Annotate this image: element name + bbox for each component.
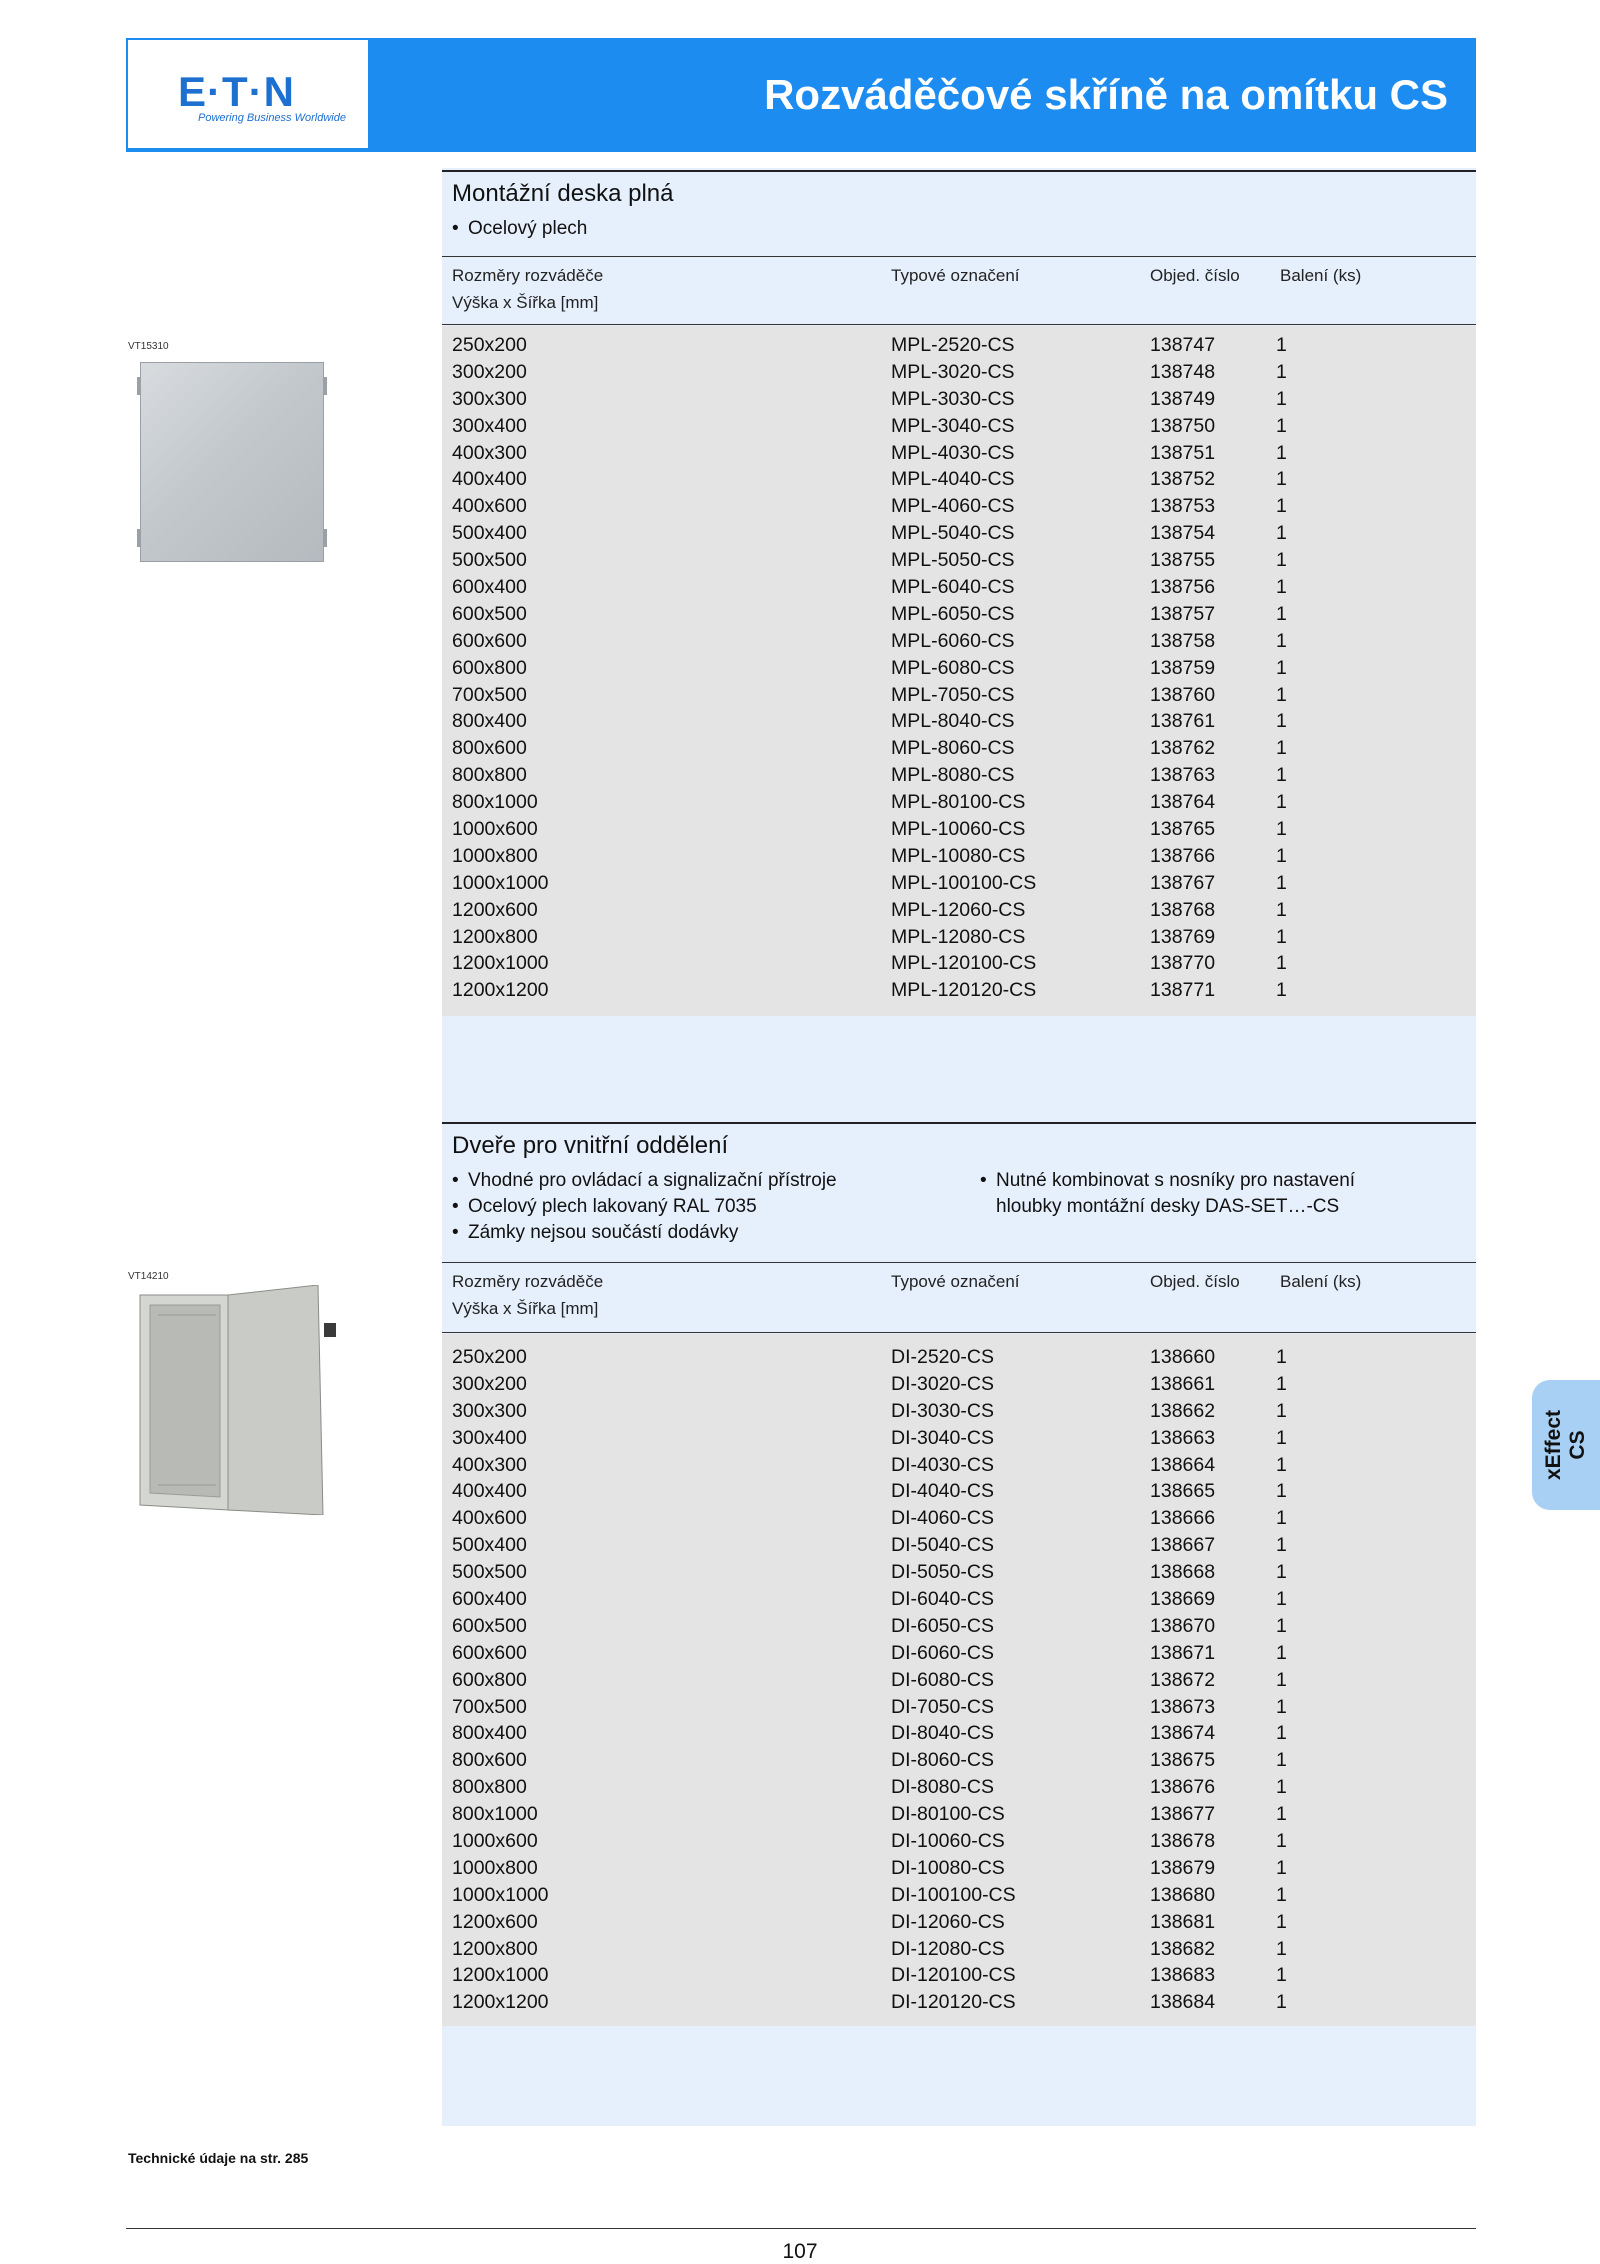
- table-row: [452, 334, 1476, 361]
- cell-type: MPL-12060-CS: [891, 898, 1026, 921]
- col-header-order: Objed. číslo: [1150, 266, 1240, 285]
- cell-type: DI-4040-CS: [891, 1480, 994, 1503]
- cell-order-number: 138667: [1150, 1534, 1216, 1557]
- table-row: [452, 1696, 1476, 1723]
- table-row: [452, 1669, 1476, 1696]
- col-header-dims: Rozměry rozváděče: [452, 266, 604, 285]
- cell-dimensions: 1000x1000: [452, 871, 549, 894]
- table-row: [452, 1991, 1476, 2018]
- table-row: [452, 1561, 1476, 1588]
- cell-order-number: 138752: [1150, 468, 1216, 491]
- cell-type: DI-8060-CS: [891, 1749, 994, 1772]
- cell-dimensions: 1000x1000: [452, 1883, 549, 1906]
- cell-pack: 1: [1276, 1776, 1287, 1799]
- table-row: [452, 1857, 1476, 1884]
- cell-order-number: 138679: [1150, 1856, 1216, 1879]
- cell-type: MPL-5040-CS: [891, 522, 1015, 545]
- cell-type: DI-120120-CS: [891, 1991, 1016, 2014]
- table-header-rule: [442, 1262, 1476, 1263]
- cell-dimensions: 1200x1000: [452, 1964, 549, 1987]
- cell-dimensions: 250x200: [452, 334, 527, 356]
- cell-pack: 1: [1276, 495, 1287, 518]
- cell-dimensions: 300x200: [452, 1372, 527, 1395]
- table-row: [452, 1722, 1476, 1749]
- table-row: [452, 1830, 1476, 1857]
- table-row: [452, 657, 1476, 684]
- table-row: [452, 1749, 1476, 1776]
- cell-pack: 1: [1276, 387, 1287, 410]
- cell-order-number: 138672: [1150, 1668, 1216, 1691]
- table-row: [452, 818, 1476, 845]
- cell-dimensions: 500x500: [452, 549, 527, 572]
- cell-dimensions: 500x400: [452, 1534, 527, 1557]
- cell-type: DI-7050-CS: [891, 1695, 994, 1718]
- cell-order-number: 138754: [1150, 522, 1216, 545]
- cell-dimensions: 800x800: [452, 1776, 527, 1799]
- cell-type: MPL-100100-CS: [891, 871, 1037, 894]
- cell-order-number: 138769: [1150, 925, 1216, 948]
- table-row: [452, 442, 1476, 469]
- cell-order-number: 138747: [1150, 334, 1216, 356]
- section1-title: Montážní deska plná: [452, 180, 674, 207]
- section2-bullet: • Ocelový plech lakovaný RAL 7035: [452, 1196, 757, 1217]
- cell-pack: 1: [1276, 1534, 1287, 1557]
- cell-type: MPL-3020-CS: [891, 360, 1015, 383]
- cell-pack: 1: [1276, 1614, 1287, 1637]
- section-divider: [442, 1122, 1476, 1124]
- cell-pack: 1: [1276, 871, 1287, 894]
- cell-order-number: 138676: [1150, 1776, 1216, 1799]
- table-row: [452, 1373, 1476, 1400]
- cell-dimensions: 1000x600: [452, 818, 538, 841]
- cell-pack: 1: [1276, 1668, 1287, 1691]
- cell-type: MPL-4040-CS: [891, 468, 1015, 491]
- cell-type: MPL-6080-CS: [891, 656, 1015, 679]
- cell-dimensions: 400x400: [452, 1480, 527, 1503]
- table-row: [452, 1454, 1476, 1481]
- cell-order-number: 138664: [1150, 1453, 1216, 1476]
- table-row: [452, 1588, 1476, 1615]
- cell-pack: 1: [1276, 1856, 1287, 1879]
- cell-type: MPL-3030-CS: [891, 387, 1015, 410]
- cell-dimensions: 400x600: [452, 1507, 527, 1530]
- cell-dimensions: 700x500: [452, 683, 527, 706]
- cell-order-number: 138763: [1150, 764, 1216, 787]
- cell-dimensions: 300x300: [452, 387, 527, 410]
- cell-order-number: 138758: [1150, 629, 1216, 652]
- cell-type: MPL-5050-CS: [891, 549, 1015, 572]
- table-row: [452, 603, 1476, 630]
- cell-pack: 1: [1276, 683, 1287, 706]
- table-row: [452, 468, 1476, 495]
- cell-pack: 1: [1276, 925, 1287, 948]
- table-row: [452, 495, 1476, 522]
- cell-type: MPL-6040-CS: [891, 576, 1015, 599]
- cell-pack: 1: [1276, 844, 1287, 867]
- cell-pack: 1: [1276, 522, 1287, 545]
- cell-dimensions: 800x400: [452, 1722, 527, 1745]
- col-header-pack: Balení (ks): [1280, 1272, 1362, 1291]
- table-row: [452, 576, 1476, 603]
- cell-pack: 1: [1276, 468, 1287, 491]
- cell-order-number: 138665: [1150, 1480, 1216, 1503]
- cell-dimensions: 600x500: [452, 1614, 527, 1637]
- cell-dimensions: 1000x800: [452, 1856, 538, 1879]
- cell-type: MPL-4060-CS: [891, 495, 1015, 518]
- cell-pack: 1: [1276, 1722, 1287, 1745]
- cell-type: DI-8040-CS: [891, 1722, 994, 1745]
- cell-type: DI-6060-CS: [891, 1641, 994, 1664]
- cell-pack: 1: [1276, 576, 1287, 599]
- cell-order-number: 138756: [1150, 576, 1216, 599]
- cell-pack: 1: [1276, 1399, 1287, 1422]
- table-row: [452, 1346, 1476, 1373]
- cell-order-number: 138749: [1150, 387, 1216, 410]
- cell-type: DI-5040-CS: [891, 1534, 994, 1557]
- footer-note: Technické údaje na str. 285: [128, 2150, 309, 2166]
- cell-pack: 1: [1276, 1480, 1287, 1503]
- cell-dimensions: 600x500: [452, 602, 527, 625]
- cell-order-number: 138759: [1150, 656, 1216, 679]
- cell-pack: 1: [1276, 334, 1287, 356]
- cell-type: DI-6040-CS: [891, 1588, 994, 1611]
- cell-order-number: 138760: [1150, 683, 1216, 706]
- table-row: [452, 522, 1476, 549]
- cell-type: MPL-2520-CS: [891, 334, 1015, 356]
- table-row: [452, 388, 1476, 415]
- cell-dimensions: 600x800: [452, 656, 527, 679]
- cell-order-number: 138684: [1150, 1991, 1216, 2014]
- eaton-logo: [126, 38, 370, 150]
- cell-order-number: 138675: [1150, 1749, 1216, 1772]
- mounting-plate-image: [140, 362, 324, 562]
- table-row: [452, 1938, 1476, 1965]
- cell-dimensions: 600x600: [452, 1641, 527, 1664]
- cell-type: MPL-10080-CS: [891, 844, 1026, 867]
- cell-pack: 1: [1276, 1830, 1287, 1853]
- table-row: [452, 1884, 1476, 1911]
- cell-order-number: 138671: [1150, 1641, 1216, 1664]
- cell-pack: 1: [1276, 898, 1287, 921]
- cell-dimensions: 800x800: [452, 764, 527, 787]
- cell-type: DI-5050-CS: [891, 1561, 994, 1584]
- cell-order-number: 138751: [1150, 441, 1216, 464]
- cell-dimensions: 400x300: [452, 1453, 527, 1476]
- logo-wordmark: E·T·N: [178, 68, 295, 115]
- cell-pack: 1: [1276, 818, 1287, 841]
- cell-pack: 1: [1276, 549, 1287, 572]
- section2-table: [452, 1346, 1476, 2018]
- cell-order-number: 138753: [1150, 495, 1216, 518]
- cell-pack: 1: [1276, 629, 1287, 652]
- cell-order-number: 138677: [1150, 1803, 1216, 1826]
- table-row: [452, 415, 1476, 442]
- table-row: [452, 630, 1476, 657]
- table-row: [452, 1642, 1476, 1669]
- cell-type: DI-120100-CS: [891, 1964, 1016, 1987]
- cell-dimensions: 300x300: [452, 1399, 527, 1422]
- section2-bullet: • Vhodné pro ovládací a signalizační přístroje: [452, 1170, 837, 1191]
- cell-dimensions: 250x200: [452, 1346, 527, 1368]
- cell-type: MPL-120120-CS: [891, 979, 1037, 1002]
- cell-pack: 1: [1276, 1507, 1287, 1530]
- cell-dimensions: 800x400: [452, 710, 527, 733]
- cell-order-number: 138755: [1150, 549, 1216, 572]
- cell-dimensions: 600x400: [452, 576, 527, 599]
- cell-order-number: 138750: [1150, 414, 1216, 437]
- cell-pack: 1: [1276, 441, 1287, 464]
- cell-order-number: 138757: [1150, 602, 1216, 625]
- section2-title: Dveře pro vnitřní oddělení: [452, 1132, 729, 1159]
- cell-type: MPL-8040-CS: [891, 710, 1015, 733]
- cell-type: DI-10060-CS: [891, 1830, 1005, 1853]
- cell-dimensions: 500x400: [452, 522, 527, 545]
- table-row: [452, 549, 1476, 576]
- cell-dimensions: 1200x1000: [452, 952, 549, 975]
- cell-order-number: 138768: [1150, 898, 1216, 921]
- cell-pack: 1: [1276, 737, 1287, 760]
- col-header-type: Typové označení: [891, 1272, 1020, 1291]
- cell-dimensions: 800x1000: [452, 1803, 538, 1826]
- cell-pack: 1: [1276, 1749, 1287, 1772]
- side-tab-label: xEffect CS: [1542, 1409, 1589, 1481]
- cell-dimensions: 300x200: [452, 360, 527, 383]
- cell-pack: 1: [1276, 602, 1287, 625]
- table-row: [452, 1776, 1476, 1803]
- cell-pack: 1: [1276, 1426, 1287, 1449]
- cell-pack: 1: [1276, 1803, 1287, 1826]
- section1-table: [452, 334, 1476, 1006]
- table-row: [452, 872, 1476, 899]
- table-row: [452, 1400, 1476, 1427]
- table-row: [452, 1964, 1476, 1991]
- cell-pack: 1: [1276, 1695, 1287, 1718]
- cell-pack: 1: [1276, 1346, 1287, 1368]
- cell-type: DI-3040-CS: [891, 1426, 994, 1449]
- cell-order-number: 138662: [1150, 1399, 1216, 1422]
- cell-order-number: 138682: [1150, 1937, 1216, 1960]
- cell-pack: 1: [1276, 360, 1287, 383]
- cell-dimensions: 600x800: [452, 1668, 527, 1691]
- table-row: [452, 1615, 1476, 1642]
- cell-pack: 1: [1276, 791, 1287, 814]
- page-number: 107: [782, 2240, 818, 2263]
- cell-type: MPL-3040-CS: [891, 414, 1015, 437]
- cell-type: DI-2520-CS: [891, 1346, 994, 1368]
- cell-pack: 1: [1276, 1453, 1287, 1476]
- cell-type: MPL-7050-CS: [891, 683, 1015, 706]
- cell-dimensions: 1200x1200: [452, 1991, 549, 2014]
- table-row: [452, 1803, 1476, 1830]
- table-row: [452, 926, 1476, 953]
- table-row: [452, 845, 1476, 872]
- cell-order-number: 138770: [1150, 952, 1216, 975]
- cell-type: DI-3030-CS: [891, 1399, 994, 1422]
- cell-type: MPL-120100-CS: [891, 952, 1037, 975]
- table-row: [452, 1480, 1476, 1507]
- cell-dimensions: 800x600: [452, 1749, 527, 1772]
- cell-dimensions: 600x400: [452, 1588, 527, 1611]
- table-row: [452, 710, 1476, 737]
- cell-order-number: 138764: [1150, 791, 1216, 814]
- col-header-type: Typové označení: [891, 266, 1020, 285]
- cell-dimensions: 400x600: [452, 495, 527, 518]
- col-header-dims-sub: Výška x Šířka [mm]: [452, 1299, 599, 1318]
- cell-dimensions: 1200x600: [452, 1910, 538, 1933]
- cell-type: MPL-12080-CS: [891, 925, 1026, 948]
- cell-order-number: 138670: [1150, 1614, 1216, 1637]
- col-header-pack: Balení (ks): [1280, 266, 1362, 285]
- cell-type: DI-80100-CS: [891, 1803, 1005, 1826]
- cell-type: DI-4030-CS: [891, 1453, 994, 1476]
- section1-bullet: • Ocelový plech: [452, 218, 588, 239]
- table-row: [452, 952, 1476, 979]
- cell-type: DI-100100-CS: [891, 1883, 1016, 1906]
- table-row: [452, 684, 1476, 711]
- cell-order-number: 138668: [1150, 1561, 1216, 1584]
- col-header-order: Objed. číslo: [1150, 1272, 1240, 1291]
- table-row: [452, 764, 1476, 791]
- cell-dimensions: 1200x800: [452, 1937, 538, 1960]
- cell-dimensions: 400x400: [452, 468, 527, 491]
- cell-pack: 1: [1276, 656, 1287, 679]
- cell-type: DI-6080-CS: [891, 1668, 994, 1691]
- cell-order-number: 138661: [1150, 1372, 1216, 1395]
- table-row: [452, 979, 1476, 1006]
- cell-dimensions: 1000x800: [452, 844, 538, 867]
- cell-order-number: 138748: [1150, 360, 1216, 383]
- inner-door-image: [138, 1285, 348, 1515]
- image-label: VT15310: [128, 341, 169, 352]
- table-header-rule: [442, 256, 1476, 257]
- cell-dimensions: 400x300: [452, 441, 527, 464]
- cell-type: DI-4060-CS: [891, 1507, 994, 1530]
- table-row: [452, 1427, 1476, 1454]
- cell-type: MPL-80100-CS: [891, 791, 1026, 814]
- section2-bullet: • Zámky nejsou součástí dodávky: [452, 1222, 739, 1243]
- cell-dimensions: 600x600: [452, 629, 527, 652]
- footer-rule: [126, 2228, 1476, 2229]
- cell-order-number: 138767: [1150, 871, 1216, 894]
- cell-order-number: 138761: [1150, 710, 1216, 733]
- cell-type: MPL-6060-CS: [891, 629, 1015, 652]
- cell-pack: 1: [1276, 710, 1287, 733]
- cell-dimensions: 800x600: [452, 737, 527, 760]
- cell-type: DI-12080-CS: [891, 1937, 1005, 1960]
- cell-type: MPL-10060-CS: [891, 818, 1026, 841]
- cell-type: DI-12060-CS: [891, 1910, 1005, 1933]
- cell-dimensions: 300x400: [452, 1426, 527, 1449]
- cell-dimensions: 500x500: [452, 1561, 527, 1584]
- table-header-rule: [442, 1332, 1476, 1333]
- cell-order-number: 138666: [1150, 1507, 1216, 1530]
- section2-bullet: • Nutné kombinovat s nosníky pro nastavení: [980, 1170, 1356, 1191]
- cell-order-number: 138663: [1150, 1426, 1216, 1449]
- cell-type: DI-10080-CS: [891, 1856, 1005, 1879]
- cell-dimensions: 300x400: [452, 414, 527, 437]
- col-header-dims-sub: Výška x Šířka [mm]: [452, 293, 599, 312]
- cell-dimensions: 1200x800: [452, 925, 538, 948]
- cell-pack: 1: [1276, 952, 1287, 975]
- table-row: [452, 737, 1476, 764]
- cell-order-number: 138674: [1150, 1722, 1216, 1745]
- cell-type: MPL-6050-CS: [891, 602, 1015, 625]
- col-header-dims: Rozměry rozváděče: [452, 1272, 604, 1291]
- cell-type: DI-3020-CS: [891, 1372, 994, 1395]
- cell-type: MPL-8080-CS: [891, 764, 1015, 787]
- cell-dimensions: 800x1000: [452, 791, 538, 814]
- cell-type: DI-6050-CS: [891, 1614, 994, 1637]
- cell-order-number: 138673: [1150, 1695, 1216, 1718]
- cell-order-number: 138765: [1150, 818, 1216, 841]
- cell-pack: 1: [1276, 1937, 1287, 1960]
- cell-order-number: 138660: [1150, 1346, 1216, 1368]
- table-row: [452, 1911, 1476, 1938]
- cell-pack: 1: [1276, 1964, 1287, 1987]
- page-title: Rozváděčové skříně na omítku CS: [764, 71, 1448, 118]
- cell-type: DI-8080-CS: [891, 1776, 994, 1799]
- cell-pack: 1: [1276, 1372, 1287, 1395]
- cell-order-number: 138669: [1150, 1588, 1216, 1611]
- table-header-rule: [442, 324, 1476, 325]
- cell-pack: 1: [1276, 764, 1287, 787]
- cell-pack: 1: [1276, 1588, 1287, 1611]
- cell-pack: 1: [1276, 1991, 1287, 2014]
- cell-pack: 1: [1276, 1910, 1287, 1933]
- cell-order-number: 138766: [1150, 844, 1216, 867]
- cell-type: MPL-4030-CS: [891, 441, 1015, 464]
- section-divider: [442, 170, 1476, 172]
- image-label: VT14210: [128, 1271, 169, 1282]
- cell-order-number: 138681: [1150, 1910, 1216, 1933]
- cell-dimensions: 1200x600: [452, 898, 538, 921]
- cell-pack: 1: [1276, 1561, 1287, 1584]
- cell-order-number: 138771: [1150, 979, 1216, 1002]
- cell-pack: 1: [1276, 979, 1287, 1002]
- section2-bullet-cont: hloubky montážní desky DAS-SET…-CS: [996, 1196, 1340, 1217]
- cell-order-number: 138762: [1150, 737, 1216, 760]
- cell-dimensions: 1000x600: [452, 1830, 538, 1853]
- cell-dimensions: 1200x1200: [452, 979, 549, 1002]
- cell-order-number: 138683: [1150, 1964, 1216, 1987]
- table-row: [452, 1534, 1476, 1561]
- cell-dimensions: 700x500: [452, 1695, 527, 1718]
- cell-order-number: 138678: [1150, 1830, 1216, 1853]
- table-row: [452, 361, 1476, 388]
- logo-tagline: Powering Business Worldwide: [198, 112, 346, 124]
- table-row: [452, 791, 1476, 818]
- cell-order-number: 138680: [1150, 1883, 1216, 1906]
- table-row: [452, 899, 1476, 926]
- table-row: [452, 1507, 1476, 1534]
- cell-pack: 1: [1276, 1641, 1287, 1664]
- cell-pack: 1: [1276, 1883, 1287, 1906]
- cell-pack: 1: [1276, 414, 1287, 437]
- cell-type: MPL-8060-CS: [891, 737, 1015, 760]
